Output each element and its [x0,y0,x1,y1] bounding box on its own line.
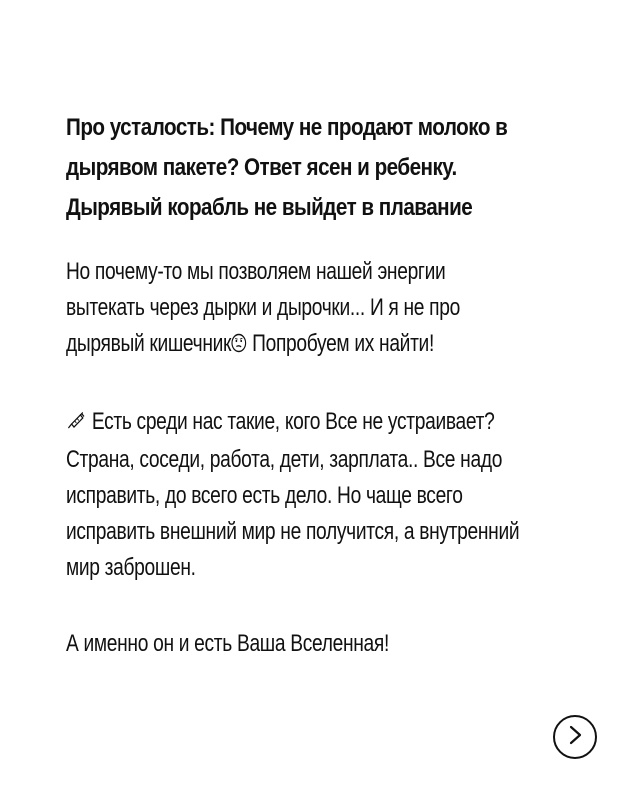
paragraph-3: А именно он и есть Ваша Вселенная! [66,630,390,657]
next-button[interactable] [553,715,597,759]
paragraph-1-text: Но почему-то мы позволяем нашей энергии вытекать через дырки и дырочки... И я не про дырявый кишечник [66,258,460,357]
syringe-pen-icon [66,406,87,442]
chevron-right-icon [565,724,585,751]
paragraph-2-text: Есть среди нас такие, кого Все не устраивает? Страна, соседи, работа, дети, зарплата.. Все надо исправить, до всего есть дело. Но чаще всего исправить внешний мир не получится, а внутренний мир заброшен. [66,408,520,581]
paragraph-1-text-end: Попробуем их найти! [247,330,434,357]
thinking-face-icon [231,328,247,364]
post-content [66,108,606,657]
paragraph-2 [66,404,594,586]
post-title: Про усталость: Почему не продают молоко в дырявом пакете? Ответ ясен и ребенку. Дырявый корабль не выйдет в плавание [66,114,508,221]
paragraph-1 [66,254,594,364]
